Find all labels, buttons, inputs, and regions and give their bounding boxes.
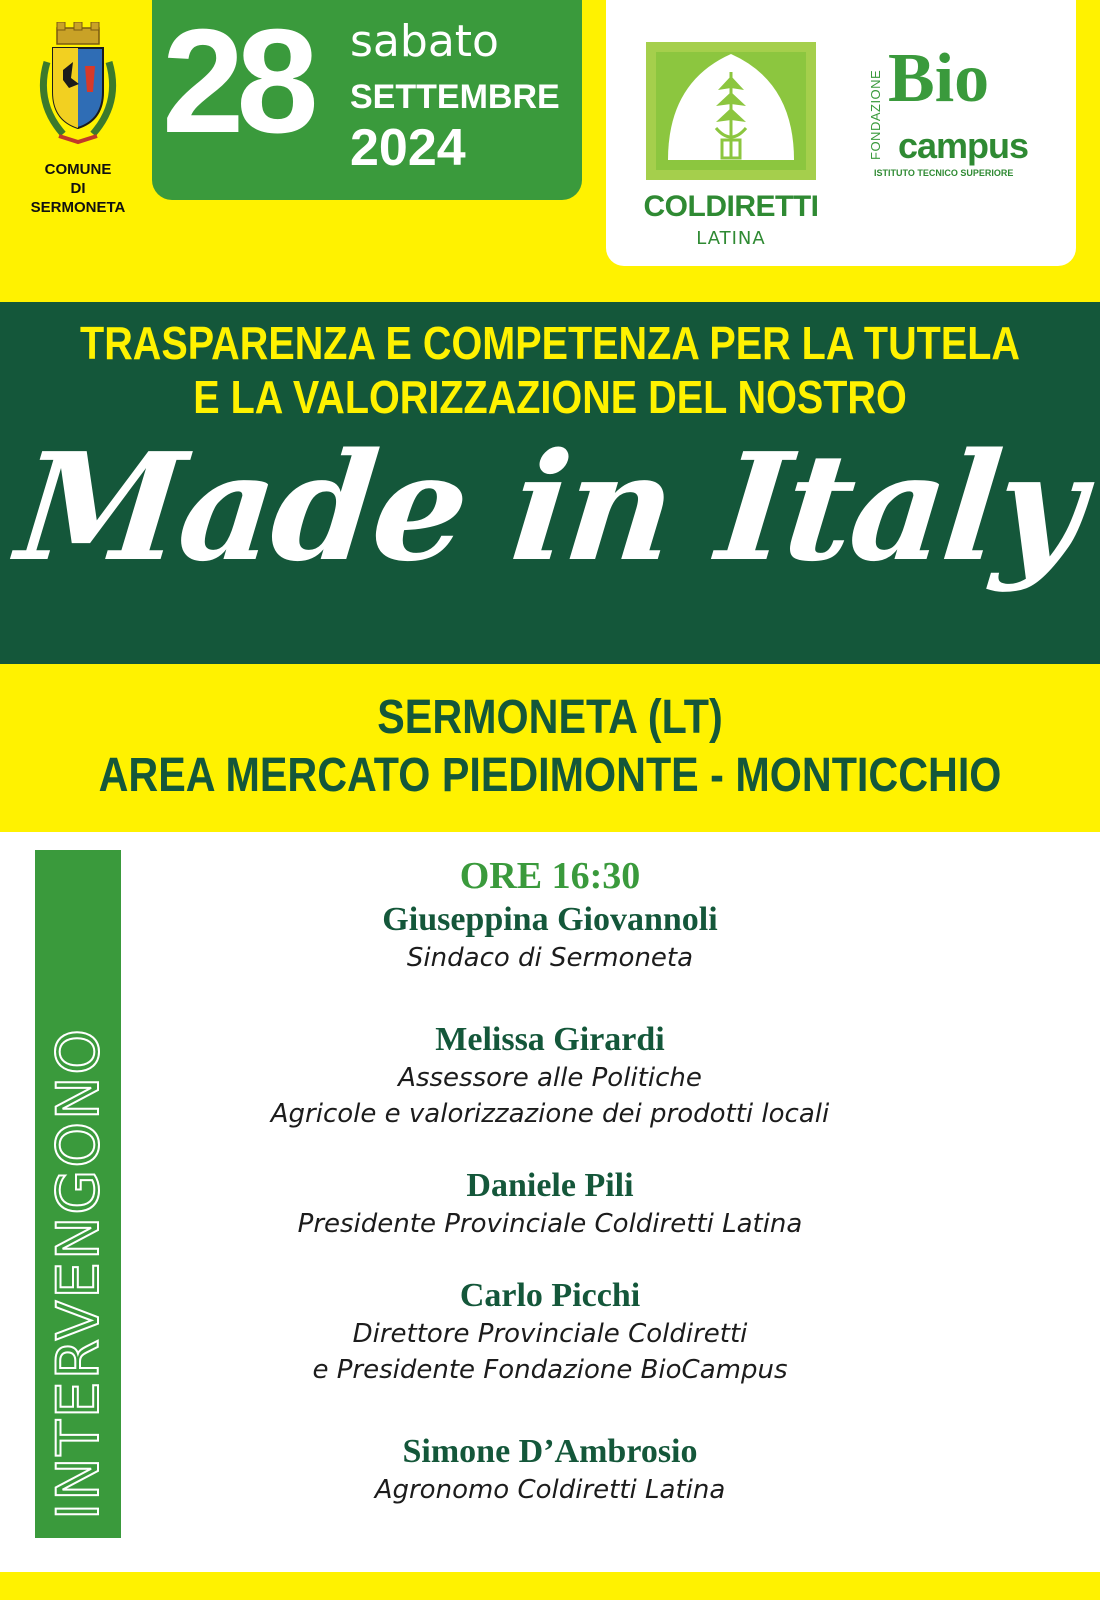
sermoneta-crest-icon [33,22,123,150]
speaker-name: Simone D’Ambrosio [402,1433,698,1470]
speaker-name: Carlo Picchi [459,1277,641,1314]
biocampus-bio: Bio [888,40,990,117]
speaker-role: Agronomo Coldiretti Latina [374,1475,726,1505]
date-year: 2024 [350,119,466,177]
sponsor-logos [606,0,1076,266]
biocampus-fondazione [868,50,886,168]
speaker-role: Direttore Provinciale Coldiretti [352,1319,748,1349]
headline-band [0,302,1100,664]
speaker [150,1276,950,1388]
municipality-crest [22,22,134,217]
speaker [150,900,950,976]
biocampus-campus: campus [898,125,1029,166]
speaker [150,1432,950,1508]
speakers-side-bar [35,850,121,1538]
venue-block [0,664,1100,832]
venue-address: AREA MERCATO PIEDIMONTE - MONTICCHIO [98,749,1002,802]
speaker-role: Agricole e valorizzazione dei prodotti locali [270,1099,830,1129]
speaker-role: e Presidente Fondazione BioCampus [312,1355,788,1385]
speakers-side-label: INTERVENGONO [44,1026,112,1520]
headline-line1: TRASPARENZA E COMPETENZA PER LA TUTELA [80,317,1020,369]
speaker-name: Melissa Girardi [435,1021,665,1058]
coldiretti-name: COLDIRETTI [643,190,819,223]
speaker-name: Daniele Pili [466,1167,634,1204]
speaker-role: Sindaco di Sermoneta [406,943,694,973]
program [150,854,950,1508]
speaker-role: Presidente Provinciale Coldiretti Latina [297,1209,803,1239]
poster-header [0,0,1100,302]
speaker-name: Giuseppina Giovannoli [382,901,718,938]
footer-bar [0,1572,1100,1600]
speaker [150,1166,950,1242]
crest-label-line1: COMUNE [44,161,112,178]
program-time: ORE 16:30 [459,855,641,897]
coldiretti-city: LATINA [696,228,766,249]
venue-city: SERMONETA (LT) [377,691,723,744]
headline-script: Made in Italy [10,420,1090,594]
date-month: SETTEMBRE [350,78,560,116]
coldiretti-logo-icon [646,42,816,180]
date-weekday: sabato [350,16,499,67]
biocampus-fondazione-text: FONDAZIONE [868,69,883,160]
headline-line2: E LA VALORIZZAZIONE DEL NOSTRO [193,371,907,423]
date-day: 28 [162,0,311,164]
biocampus-subtitle: ISTITUTO TECNICO SUPERIORE [874,168,1014,178]
speaker [150,1020,950,1132]
biocampus-logo [868,40,1060,178]
speaker-role: Assessore alle Politiche [398,1063,702,1093]
municipality-name [22,160,134,217]
event-date [152,0,582,200]
crest-label-line2: DI SERMONETA [30,180,126,216]
